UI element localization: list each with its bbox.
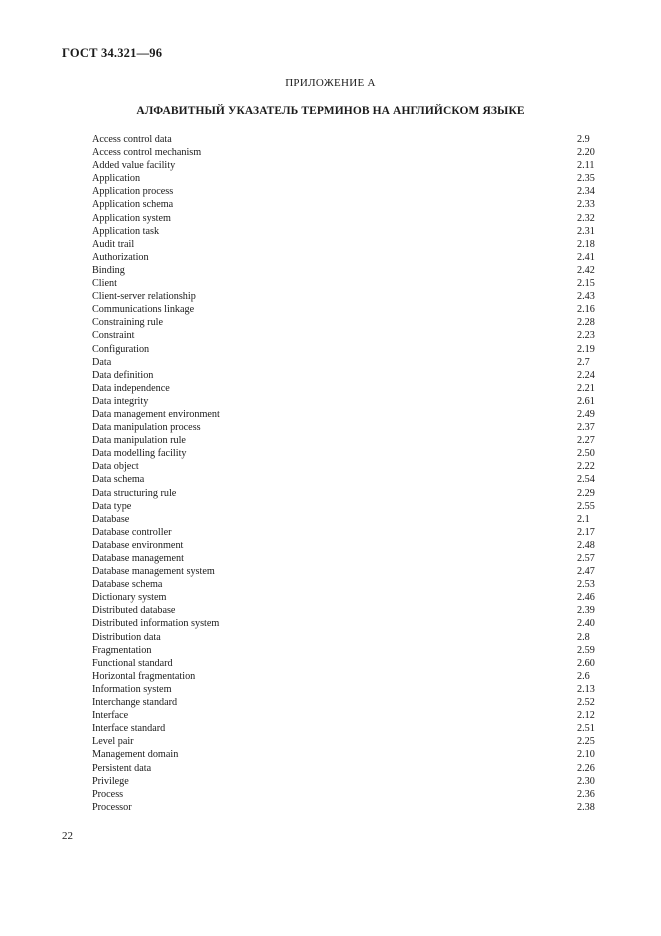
index-entry <box>92 251 612 264</box>
index-term: Database management system <box>92 566 215 578</box>
index-reference: 2.26 <box>577 762 595 774</box>
index-entry <box>92 762 612 775</box>
index-entry <box>92 722 612 735</box>
index-entry <box>92 212 612 225</box>
index-term: Interchange standard <box>92 697 178 709</box>
index-term: Access control mechanism <box>92 147 202 159</box>
index-entry <box>92 552 612 565</box>
index-reference: 2.49 <box>577 408 595 420</box>
index-term: Database environment <box>92 539 184 551</box>
index-term: Client <box>92 278 117 290</box>
index-reference: 2.60 <box>577 657 595 669</box>
index-term: Information system <box>92 683 172 695</box>
index-entry <box>92 578 612 591</box>
index-term: Privilege <box>92 775 129 787</box>
index-reference: 2.46 <box>577 592 595 604</box>
index-reference: 2.17 <box>577 526 595 538</box>
index-term: Data structuring rule <box>92 487 177 499</box>
index-term: Data integrity <box>92 395 149 407</box>
index-entry <box>92 447 612 460</box>
index-reference: 2.21 <box>577 382 595 394</box>
index-entry <box>92 172 612 185</box>
index-reference: 2.47 <box>577 566 595 578</box>
index-term: Data type <box>92 500 132 512</box>
index-term: Database <box>92 513 130 525</box>
index-term: Functional standard <box>92 657 173 669</box>
index-entry <box>92 277 612 290</box>
index-entry <box>92 709 612 722</box>
index-reference: 2.50 <box>577 448 595 460</box>
index-reference: 2.12 <box>577 710 595 722</box>
index-entry <box>92 369 612 382</box>
index-reference: 2.24 <box>577 369 595 381</box>
index-entry <box>92 487 612 500</box>
appendix-label: ПРИЛОЖЕНИЕ А <box>285 77 376 89</box>
index-reference: 2.13 <box>577 683 595 695</box>
index-entry <box>92 775 612 788</box>
index-entry <box>92 356 612 369</box>
index-entry <box>92 631 612 644</box>
index-reference: 2.16 <box>577 304 595 316</box>
index-term: Database controller <box>92 526 172 538</box>
page-number: 22 <box>62 830 73 842</box>
index-entry <box>92 395 612 408</box>
index-reference: 2.9 <box>577 134 590 145</box>
index-entry <box>92 460 612 473</box>
index-reference: 2.28 <box>577 317 595 329</box>
index-reference: 2.11 <box>577 160 595 172</box>
index-reference: 2.55 <box>577 500 595 512</box>
index-reference: 2.35 <box>577 173 595 185</box>
index-reference: 2.51 <box>577 723 595 735</box>
index-entry <box>92 604 612 617</box>
index-entry <box>92 434 612 447</box>
index-reference: 2.57 <box>577 553 595 564</box>
index-term: Configuration <box>92 343 150 355</box>
index-term: Data object <box>92 461 139 473</box>
index-term: Data definition <box>92 369 154 381</box>
index-entry <box>92 748 612 761</box>
index-entry <box>92 683 612 696</box>
index-reference: 2.22 <box>577 461 595 473</box>
index-entry <box>92 788 612 801</box>
index-entry <box>92 513 612 526</box>
index-reference: 2.29 <box>577 487 595 499</box>
index-reference: 2.33 <box>577 199 595 211</box>
index-reference: 2.48 <box>577 539 595 551</box>
index-term: Data manipulation process <box>92 422 201 434</box>
index-entry <box>92 343 612 356</box>
index-reference: 2.25 <box>577 736 595 748</box>
index-entry <box>92 159 612 172</box>
document-code: ГОСТ 34.321—96 <box>62 46 163 60</box>
index-term: Communications linkage <box>92 304 195 316</box>
index-entry <box>92 696 612 709</box>
index-term: Dictionary system <box>92 592 167 604</box>
index-term: Binding <box>92 264 125 276</box>
index-entry <box>92 591 612 604</box>
index-term: Audit trail <box>92 238 135 250</box>
index-term: Interface <box>92 710 129 722</box>
index-term: Database schema <box>92 579 163 591</box>
index-term: Data schema <box>92 474 145 486</box>
page-title: АЛФАВИТНЫЙ УКАЗАТЕЛЬ ТЕРМИНОВ НА АНГЛИЙСКОМ ЯЗЫКЕ <box>136 105 525 117</box>
index-term: Horizontal fragmentation <box>92 670 196 682</box>
index-reference: 2.42 <box>577 264 595 276</box>
index-entry <box>92 657 612 670</box>
index-entry <box>92 500 612 513</box>
index-reference: 2.40 <box>577 618 595 630</box>
index-term: Data modelling facility <box>92 448 187 460</box>
index-reference: 2.31 <box>577 225 595 237</box>
index-term: Management domain <box>92 749 179 761</box>
index-term: Data <box>92 356 112 368</box>
index-term: Constraint <box>92 330 135 342</box>
index-term: Client-server relationship <box>92 291 196 303</box>
index-term: Interface standard <box>92 723 166 735</box>
index-entry <box>92 146 612 159</box>
index-reference: 2.54 <box>577 474 595 486</box>
index-reference: 2.32 <box>577 212 595 224</box>
index-reference: 2.20 <box>577 147 595 159</box>
index-reference: 2.18 <box>577 238 595 250</box>
index-reference: 2.43 <box>577 291 595 303</box>
index-entry <box>92 316 612 329</box>
index-term: Level pair <box>92 736 134 748</box>
index-reference: 2.23 <box>577 330 595 342</box>
index-term: Data independence <box>92 382 170 394</box>
index-entry <box>92 565 612 578</box>
index-reference: 2.8 <box>577 631 590 643</box>
index-entry <box>92 644 612 657</box>
index-term: Constraining rule <box>92 317 164 329</box>
index-entry <box>92 670 612 683</box>
index-term: Data management environment <box>92 408 220 420</box>
index-term: Fragmentation <box>92 644 152 656</box>
index-entry <box>92 329 612 342</box>
index-reference: 2.10 <box>577 749 595 761</box>
index-reference: 2.39 <box>577 605 595 617</box>
index-term: Data manipulation rule <box>92 435 186 447</box>
index-reference: 2.7 <box>577 356 590 368</box>
index-term: Database management <box>92 553 184 564</box>
index-reference: 2.59 <box>577 644 595 656</box>
index-term: Persistent data <box>92 762 152 774</box>
index-entry <box>92 133 612 146</box>
index-term: Application process <box>92 186 174 198</box>
index-entry <box>92 408 612 421</box>
index-reference: 2.15 <box>577 278 595 290</box>
term-index-list <box>92 133 612 814</box>
index-term: Application system <box>92 212 171 224</box>
index-entry <box>92 225 612 238</box>
index-reference: 2.1 <box>577 513 590 525</box>
index-reference: 2.38 <box>577 801 595 813</box>
index-entry <box>92 303 612 316</box>
index-entry <box>92 539 612 552</box>
index-reference: 2.36 <box>577 788 595 800</box>
index-reference: 2.52 <box>577 697 595 709</box>
index-entry <box>92 617 612 630</box>
index-entry <box>92 473 612 486</box>
index-reference: 2.41 <box>577 251 595 263</box>
index-term: Distributed database <box>92 605 176 617</box>
index-reference: 2.30 <box>577 775 595 787</box>
index-term: Application task <box>92 225 160 237</box>
index-reference: 2.34 <box>577 186 595 198</box>
index-reference: 2.6 <box>577 670 590 682</box>
index-entry <box>92 238 612 251</box>
index-entry <box>92 421 612 434</box>
index-entry <box>92 735 612 748</box>
index-entry <box>92 290 612 303</box>
index-reference: 2.19 <box>577 343 595 355</box>
index-term: Authorization <box>92 251 149 263</box>
index-term: Distribution data <box>92 631 161 643</box>
index-term: Access control data <box>92 134 172 145</box>
index-reference: 2.53 <box>577 579 595 591</box>
index-reference: 2.27 <box>577 435 595 447</box>
index-entry <box>92 382 612 395</box>
index-term: Processor <box>92 801 132 813</box>
index-entry <box>92 185 612 198</box>
index-term: Added value facility <box>92 160 176 172</box>
index-reference: 2.61 <box>577 395 595 407</box>
index-reference: 2.37 <box>577 422 595 434</box>
index-entry <box>92 264 612 277</box>
index-entry <box>92 801 612 814</box>
index-entry <box>92 526 612 539</box>
index-term: Process <box>92 788 124 800</box>
index-term: Distributed information system <box>92 618 220 630</box>
index-term: Application <box>92 173 141 185</box>
index-entry <box>92 198 612 211</box>
index-term: Application schema <box>92 199 174 211</box>
